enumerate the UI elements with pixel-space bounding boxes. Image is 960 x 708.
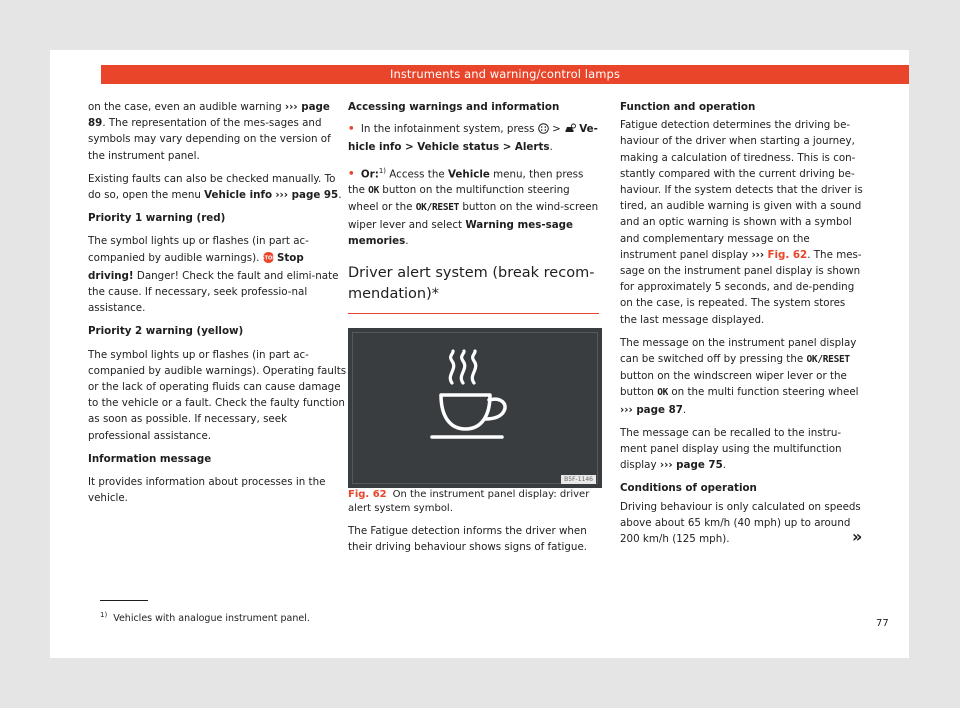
figure-label: Fig. 62 bbox=[348, 489, 387, 501]
paragraph: Existing faults can also be checked manually. To do so, open the menu Vehicle info ››› page 95. bbox=[88, 172, 342, 202]
footnote: $^{1)}$ Vehicles with analogue instrument panel. bbox=[100, 611, 310, 625]
column-2 bbox=[348, 99, 599, 562]
bullet-item: • Or:$^{1)}$ Access the Vehicle menu, then press the OK button on the multifunction steering wheel or the OK/RESET button on the wind-screen wiper lever and select Warning mes-sage memories. bbox=[348, 166, 599, 247]
figure-reference-link[interactable]: Fig. 62 bbox=[767, 248, 808, 261]
page-reference-link[interactable]: ››› page 75 bbox=[659, 459, 723, 472]
figure-code: B5F-1146 bbox=[561, 475, 596, 484]
ok-button-key: OK bbox=[368, 185, 380, 197]
car-settings-icon bbox=[564, 123, 576, 139]
footnote-divider bbox=[100, 600, 148, 601]
section-header: Instruments and warning/control lamps bbox=[101, 65, 909, 84]
paragraph: on the case, even an audible warning ››› page 89. The representation of the mes-sages and symbols may vary depending on the version of the instrument panel. bbox=[88, 101, 331, 162]
paragraph: It provides information about processes in the vehicle. bbox=[88, 476, 326, 505]
section-title: Driver alert system (break recom-mendation)* bbox=[348, 263, 599, 314]
figure-reference-link[interactable]: ››› bbox=[751, 248, 765, 261]
paragraph: The Fatigue detection informs the driver when their driving behaviour shows signs of fatigue. bbox=[348, 525, 588, 554]
subheading: Priority 1 warning (red) bbox=[88, 212, 226, 225]
paragraph: The message on the instrument panel display can be switched off by pressing the OK/RESET button on the windscreen wiper lever or the button OK on the multi function steering wheel ››› page 87. bbox=[620, 336, 859, 416]
page-reference-link[interactable]: ››› page 87 bbox=[620, 403, 683, 416]
page-number: 77 bbox=[876, 618, 889, 629]
coffee-cup-icon bbox=[438, 353, 514, 453]
paragraph: The symbol lights up or flashes (in part ac-companied by audible warnings). Operating faults or the lack of operating fluids can cause damage to the vehicle or a fault. Check the faulty function as soon as possible. If necessary, seek professional assistance. bbox=[88, 348, 347, 442]
ok-button-key: OK bbox=[657, 387, 669, 399]
subheading: Accessing warnings and information bbox=[348, 101, 560, 113]
continue-mark: » bbox=[852, 527, 863, 546]
manual-page bbox=[50, 50, 909, 658]
figure-display bbox=[348, 328, 602, 488]
column-3 bbox=[620, 99, 865, 554]
page-reference-link[interactable]: ››› page 95 bbox=[275, 189, 339, 202]
bullet-icon: • bbox=[348, 123, 355, 136]
stop-warning-icon bbox=[260, 252, 276, 268]
subheading: Information message bbox=[88, 452, 212, 465]
bullet-icon: • bbox=[348, 168, 355, 181]
figure-caption: Fig. 62 On the instrument panel display: driver alert system symbol. bbox=[348, 489, 590, 515]
paragraph: Fatigue detection determines the driving be-haviour of the driver when starting a journey, making a calculation of tiredness. This is con-stantly compared with the current driving be-haviour. If the system detects that the driver is tired, an audible warning is given with a sound and an optic warning is shown with a symbol and complementary message on the instrument panel display ››› Fig. 62. The mes-sage on the instrument panel display is shown for approximately 5 seconds, and de-pending on the case, is repeated. The system stores the last message displayed. bbox=[620, 119, 863, 326]
menu-icon bbox=[538, 123, 549, 139]
subheading: Function and operation bbox=[620, 101, 756, 113]
subheading: Conditions of operation bbox=[620, 482, 757, 495]
paragraph: The symbol lights up or flashes (in part ac-companied by audible warnings). STOP Stop driving! Danger! Check the fault and elimi-nate the cause. If necessary, seek professio-nal assistance. bbox=[88, 235, 339, 315]
subheading: Priority 2 warning (yellow) bbox=[88, 325, 244, 338]
svg-text:STOP: STOP bbox=[260, 255, 276, 262]
page-reference-link[interactable]: ››› page 89 bbox=[88, 101, 330, 130]
bullet-item: • In the infotainment system, press > Ve-hicle info > Vehicle status > Alerts. bbox=[348, 123, 598, 154]
column-1 bbox=[88, 99, 350, 513]
paragraph: The message can be recalled to the instru-ment panel display using the multifunction display ››› page 75. bbox=[620, 426, 842, 472]
paragraph: Driving behaviour is only calculated on speeds above about 65 km/h (40 mph) up to around 200 km/h (125 mph). bbox=[620, 500, 861, 546]
ok-reset-button-key: OK/RESET bbox=[806, 354, 850, 366]
ok-reset-button-key: OK/RESET bbox=[415, 202, 460, 214]
